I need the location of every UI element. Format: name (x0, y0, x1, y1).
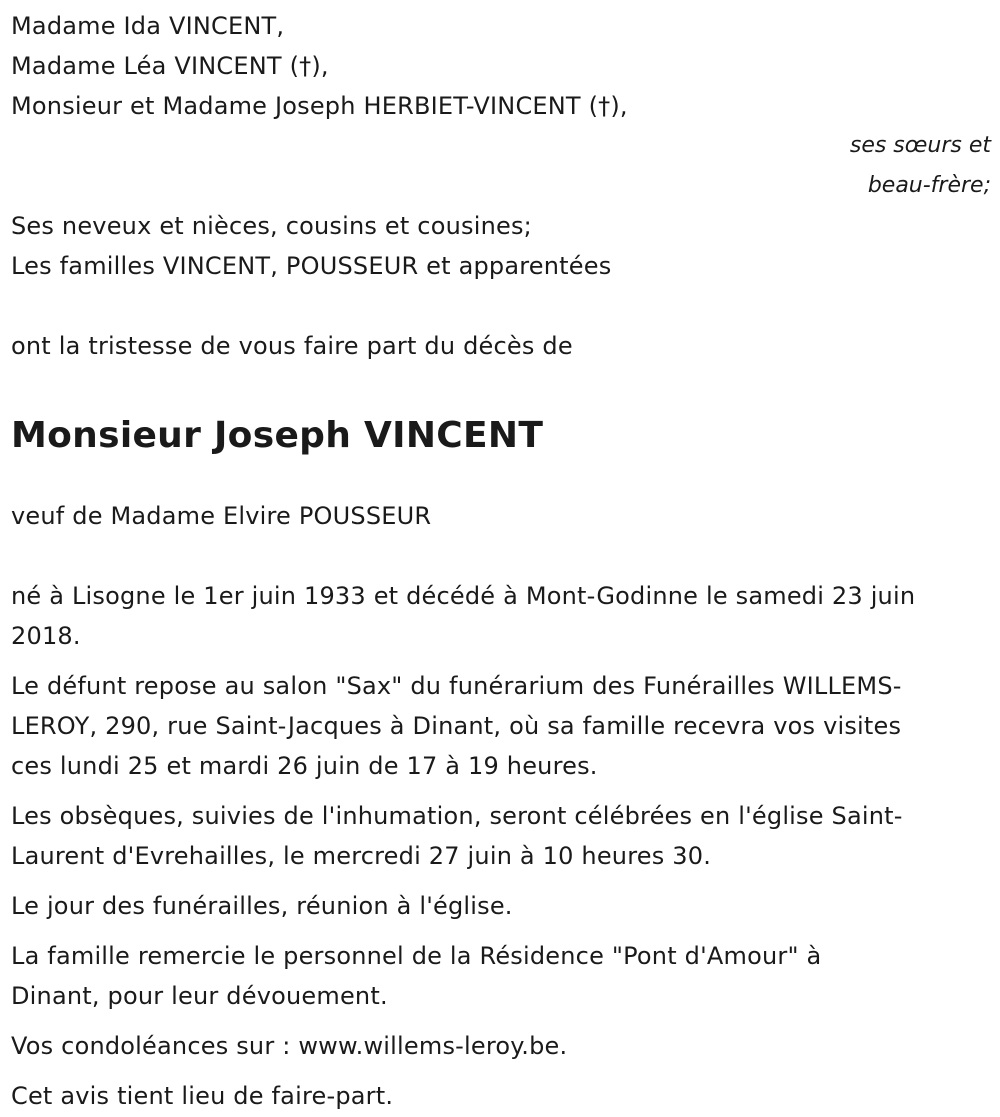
paragraph-line: Le défunt repose au salon "Sax" du funérarium des Funérailles WILLEMS- (11, 672, 902, 700)
paragraph-line: Vos condoléances sur : www.willems-leroy.be. (11, 1032, 568, 1060)
relation-line-1: ses sœurs et (849, 133, 991, 158)
paragraph-closing (11, 1076, 991, 1116)
relation-line-2: beau-frère; (867, 173, 991, 198)
paragraph-thanks (11, 936, 991, 1016)
paragraph-line: ces lundi 25 et mardi 26 juin de 17 à 19 heures. (11, 752, 598, 780)
paragraph-line: né à Lisogne le 1er juin 1933 et décédé à Mont-Godinne le samedi 23 juin (11, 582, 916, 610)
details-block (11, 576, 991, 1116)
family-line-1: Madame Ida VINCENT, (11, 12, 285, 40)
relatives-block (11, 206, 991, 286)
paragraph-rest (11, 666, 991, 786)
paragraph-line: 2018. (11, 622, 81, 650)
relatives-line-1: Ses neveux et nièces, cousins et cousines; (11, 212, 532, 240)
death-notice (11, 0, 991, 1116)
paragraph-funeral (11, 796, 991, 876)
paragraph-birth-death (11, 576, 991, 656)
widower-of: veuf de Madame Elvire POUSSEUR (11, 502, 432, 530)
paragraph-line: Dinant, pour leur dévouement. (11, 982, 388, 1010)
deceased-name: Monsieur Joseph VINCENT (11, 415, 544, 456)
paragraph-condolences (11, 1026, 991, 1066)
paragraph-line: LEROY, 290, rue Saint-Jacques à Dinant, où sa famille recevra vos visites (11, 712, 902, 740)
paragraph-meeting (11, 886, 991, 926)
announcement-text: ont la tristesse de vous faire part du décès de (11, 332, 573, 360)
paragraph-line: Les obsèques, suivies de l'inhumation, seront célébrées en l'église Saint- (11, 802, 903, 830)
family-line-2: Madame Léa VINCENT (†), (11, 52, 329, 80)
family-line-3: Monsieur et Madame Joseph HERBIET-VINCENT (†), (11, 92, 628, 120)
family-block (11, 6, 991, 206)
paragraph-line: Laurent d'Evrehailles, le mercredi 27 juin à 10 heures 30. (11, 842, 712, 870)
paragraph-line: La famille remercie le personnel de la Résidence "Pont d'Amour" à (11, 942, 822, 970)
relatives-line-2: Les familles VINCENT, POUSSEUR et apparentées (11, 252, 612, 280)
paragraph-line: Cet avis tient lieu de faire-part. (11, 1082, 394, 1110)
paragraph-line: Le jour des funérailles, réunion à l'église. (11, 892, 513, 920)
